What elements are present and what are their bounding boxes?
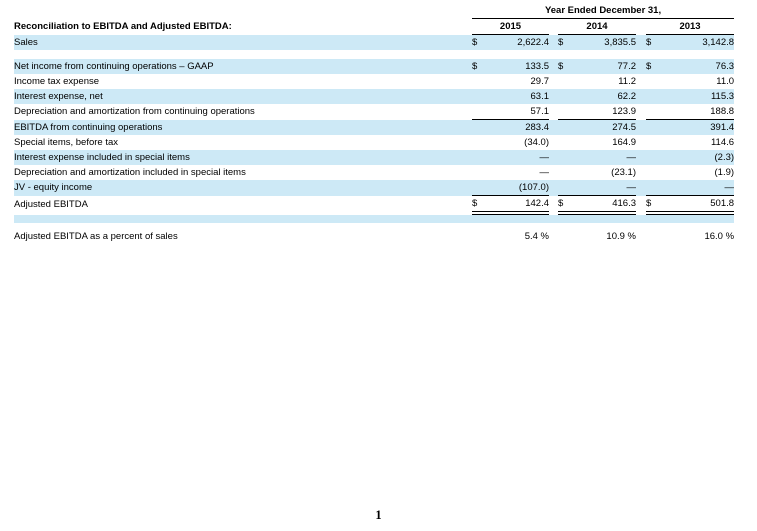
value-cell: 57.1 (486, 104, 549, 120)
value-cell: 283.4 (486, 120, 549, 136)
column-gap (636, 165, 646, 180)
row-sales (14, 35, 734, 51)
column-gap (549, 150, 558, 165)
row-ebitda-continuing (14, 120, 734, 136)
currency-symbol (558, 135, 572, 150)
value-cell: — (572, 150, 636, 165)
column-gap (549, 135, 558, 150)
row-label: Income tax expense (14, 76, 100, 87)
currency-symbol (646, 165, 660, 180)
column-gap (549, 196, 558, 214)
value-cell: (34.0) (524, 137, 549, 148)
ebitda-reconciliation-table (14, 3, 734, 244)
currency-symbol (558, 150, 572, 165)
currency-symbol (472, 229, 486, 244)
column-gap (636, 120, 646, 136)
empty-cell (14, 3, 472, 19)
row-label: Sales (14, 35, 472, 51)
value-cell: 63.1 (486, 89, 549, 104)
row-label: JV - equity income (14, 180, 472, 196)
period-header: Year Ended December 31, (472, 3, 734, 19)
currency-symbol (646, 104, 660, 120)
currency-symbol: $ (646, 35, 660, 51)
value-cell: 2,622.4 (486, 35, 549, 51)
value-cell: 115.3 (660, 89, 734, 104)
currency-symbol (558, 229, 572, 244)
currency-symbol (646, 229, 660, 244)
value-cell: (2.3) (660, 150, 734, 165)
row-label: Depreciation and amortization from continuing operations (14, 106, 255, 118)
period-header-row (14, 3, 734, 19)
column-gap (636, 74, 646, 89)
value-cell: 5.4 % (524, 231, 549, 242)
currency-symbol (558, 89, 572, 104)
spacer-row (14, 213, 734, 223)
row-label: Special items, before tax (14, 137, 119, 148)
row-label: Depreciation and amortization included in special items (14, 167, 246, 178)
row-label: Adjusted EBITDA (14, 198, 88, 210)
table-title: Reconciliation to EBITDA and Adjusted EBITDA: (14, 21, 232, 32)
currency-symbol (558, 180, 572, 196)
spacer-row (14, 50, 734, 59)
column-gap (636, 59, 646, 74)
column-gap (549, 229, 558, 244)
column-gap (549, 104, 558, 120)
column-gap (636, 229, 646, 244)
column-gap (549, 165, 558, 180)
currency-symbol (646, 135, 660, 150)
value-cell: 188.8 (660, 104, 734, 120)
currency-symbol (472, 165, 486, 180)
value-cell: 11.2 (618, 76, 636, 87)
value-cell: 3,142.8 (660, 35, 734, 51)
value-cell: 416.3 (572, 196, 636, 214)
row-interest-expense (14, 89, 734, 104)
row-label: Net income from continuing operations – GAAP (14, 59, 472, 74)
row-interest-special-items (14, 150, 734, 165)
currency-symbol: $ (558, 59, 572, 74)
column-gap (636, 104, 646, 120)
value-cell: 62.2 (572, 89, 636, 104)
value-cell: 11.0 (716, 76, 735, 87)
column-gap (636, 150, 646, 165)
column-gap (636, 196, 646, 214)
currency-symbol (472, 104, 486, 120)
year-header-row (14, 19, 734, 35)
column-gap (549, 89, 558, 104)
column-gap (636, 135, 646, 150)
value-cell: — (572, 180, 636, 196)
page-number: 1 (375, 508, 382, 522)
value-cell: 3,835.5 (572, 35, 636, 51)
currency-symbol (472, 74, 486, 89)
value-cell: 391.4 (660, 120, 734, 136)
value-cell: — (660, 180, 734, 196)
year-column-header: 2015 (472, 19, 549, 35)
value-cell: (1.9) (714, 167, 735, 178)
row-label: EBITDA from continuing operations (14, 120, 472, 136)
value-cell: 29.7 (530, 76, 549, 87)
value-cell: 77.2 (572, 59, 636, 74)
value-cell: 501.8 (660, 196, 734, 214)
year-column-header: 2014 (558, 19, 636, 35)
currency-symbol (472, 180, 486, 196)
column-gap (549, 19, 558, 35)
row-label: Adjusted EBITDA as a percent of sales (14, 231, 178, 242)
column-gap (549, 120, 558, 136)
column-gap (636, 19, 646, 35)
column-gap (636, 35, 646, 51)
value-cell: (107.0) (486, 180, 549, 196)
currency-symbol (558, 74, 572, 89)
column-gap (636, 180, 646, 196)
currency-symbol (558, 165, 572, 180)
currency-symbol (646, 74, 660, 89)
row-adjusted-ebitda (14, 196, 734, 214)
currency-symbol: $ (472, 59, 486, 74)
currency-symbol (646, 89, 660, 104)
value-cell: 114.6 (710, 137, 735, 148)
currency-symbol (472, 150, 486, 165)
value-cell: — (486, 150, 549, 165)
column-gap (549, 59, 558, 74)
value-cell: 16.0 % (704, 231, 735, 242)
row-da-special-items (14, 165, 734, 180)
currency-symbol: $ (646, 196, 660, 214)
currency-symbol: $ (472, 196, 486, 214)
currency-symbol (472, 89, 486, 104)
value-cell: (23.1) (611, 167, 636, 178)
row-depreciation-amortization (14, 104, 734, 120)
value-cell: 10.9 % (606, 231, 636, 242)
row-adjusted-ebitda-percent (14, 229, 734, 244)
currency-symbol: $ (558, 35, 572, 51)
row-net-income (14, 59, 734, 74)
row-special-items (14, 135, 734, 150)
currency-symbol (472, 120, 486, 136)
column-gap (549, 74, 558, 89)
value-cell: 123.9 (572, 104, 636, 120)
currency-symbol (558, 120, 572, 136)
row-label: Interest expense, net (14, 89, 472, 104)
row-label: Interest expense included in special items (14, 150, 472, 165)
value-cell: 142.4 (486, 196, 549, 214)
column-gap (636, 89, 646, 104)
value-cell: — (539, 167, 549, 178)
currency-symbol: $ (472, 35, 486, 51)
value-cell: 133.5 (486, 59, 549, 74)
currency-symbol (472, 135, 486, 150)
currency-symbol: $ (558, 196, 572, 214)
document-page (0, 3, 757, 531)
column-gap (549, 35, 558, 51)
column-gap (549, 180, 558, 196)
currency-symbol: $ (646, 59, 660, 74)
currency-symbol (646, 180, 660, 196)
currency-symbol (646, 120, 660, 136)
value-cell: 274.5 (572, 120, 636, 136)
currency-symbol (558, 104, 572, 120)
currency-symbol (646, 150, 660, 165)
year-column-header: 2013 (646, 19, 734, 35)
value-cell: 76.3 (660, 59, 734, 74)
value-cell: 164.9 (612, 137, 636, 148)
row-jv-equity-income (14, 180, 734, 196)
row-income-tax (14, 74, 734, 89)
